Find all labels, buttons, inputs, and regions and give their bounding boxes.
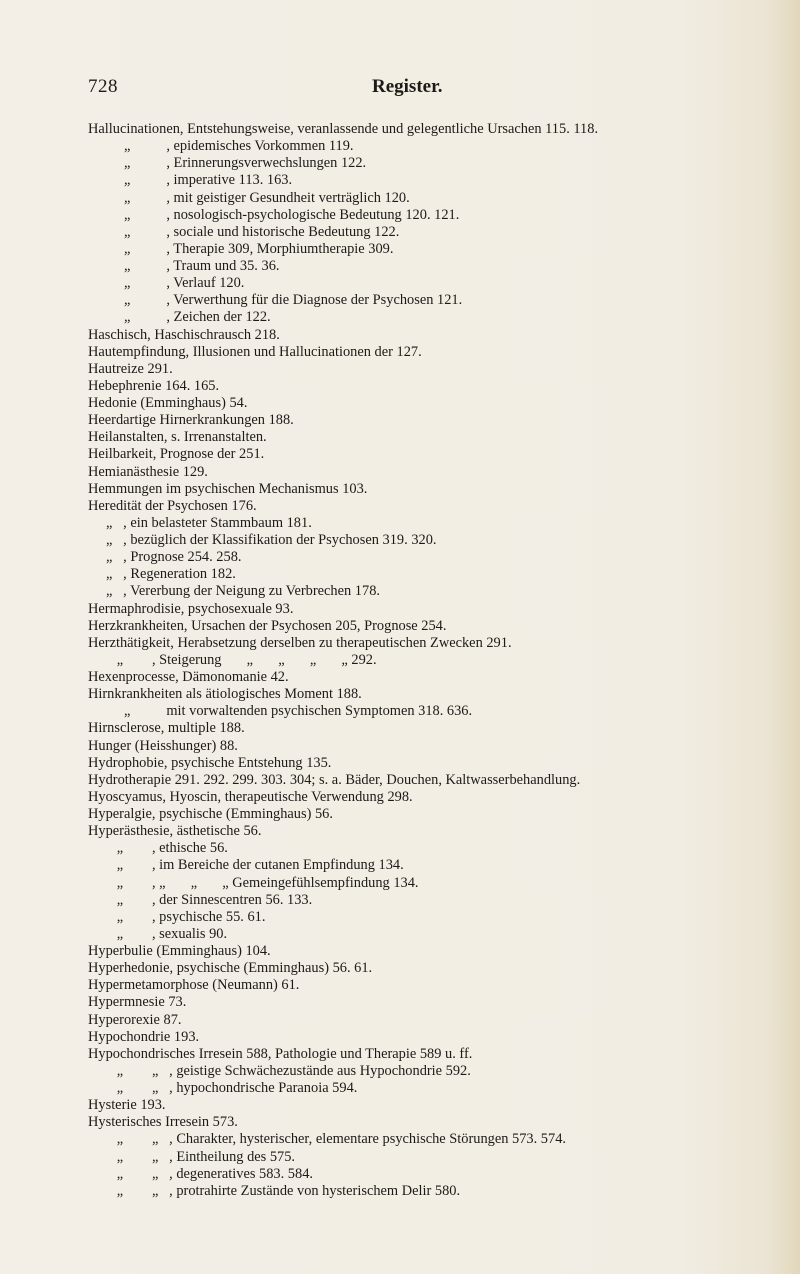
index-entry: „ , Traum und 35. 36. [88, 258, 280, 274]
index-entry: „ , der Sinnescentren 56. 133. [88, 891, 313, 908]
index-entry: Hyperbulie (Emminghaus) 104. [88, 943, 271, 959]
index-entry: Hautempfindung, Illusionen und Hallucinationen der 127. [88, 343, 422, 360]
index-entry: Herzkrankheiten, Ursachen der Psychosen 205, Prognose 254. [88, 617, 447, 634]
index-entry: „ , ethische 56. [88, 840, 228, 857]
index-entry: „ , im Bereiche der cutanen Empfindung 134. [88, 857, 404, 874]
index-entry: Hexenprocesse, Dämonomanie 42. [88, 669, 289, 685]
index-entry: Hemmungen im psychischen Mechanismus 103. [88, 480, 368, 497]
index-entry: Hautreize 291. [88, 360, 173, 377]
index-entry: „ , Regeneration 182. [88, 566, 236, 583]
register-entries [88, 121, 778, 1200]
index-entry: „ „ , Charakter, hysterischer, elementare psychische Störungen 573. 574. [88, 1131, 566, 1148]
page-header [0, 76, 800, 100]
index-entry: Hyperästhesie, ästhetische 56. [88, 823, 262, 840]
index-entry: Heerdartige Hirnerkrankungen 188. [88, 412, 294, 429]
index-entry: Hydrotherapie 291. 292. 299. 303. 304; s. a. Bäder, Douchen, Kaltwasserbehandlung. [88, 771, 581, 788]
index-entry: „ , sexualis 90. [88, 925, 228, 942]
index-entry: Hysterie 193. [88, 1097, 166, 1114]
index-entry: „ , Therapie 309, Morphiumtherapie 309. [88, 240, 394, 257]
index-entry: Hypermnesie 73. [88, 994, 187, 1011]
index-entry: Hedonie (Emminghaus) 54. [88, 395, 248, 411]
index-entry: Hydrophobie, psychische Entstehung 135. [88, 754, 332, 771]
running-title: Register. [372, 76, 443, 97]
index-entry: Hyperorexie 87. [88, 1011, 182, 1028]
index-entry: „ , „ „ „ Gemeingefühlsempfindung 134. [88, 874, 419, 891]
index-entry: Heredität der Psychosen 176. [88, 497, 257, 514]
index-entry: Hyperhedonie, psychische (Emminghaus) 56. 61. [88, 960, 373, 977]
index-entry: „ , psychische 55. 61. [88, 908, 266, 925]
index-entry: „ , Verwerthung für die Diagnose der Psychosen 121. [88, 292, 463, 309]
index-entry: „ , Erinnerungsverwechslungen 122. [88, 155, 367, 172]
index-entry: „ , bezüglich der Klassifikation der Psychosen 319. 320. [88, 532, 437, 548]
index-entry: Hypermetamorphose (Neumann) 61. [88, 977, 300, 994]
index-entry: Hirnkrankheiten als ätiologisches Moment 188. [88, 686, 362, 703]
index-entry: Hemianästhesie 129. [88, 463, 208, 480]
page-number: 728 [88, 76, 118, 97]
index-entry: „ , nosologisch-psychologische Bedeutung 120. 121. [88, 206, 460, 223]
index-entry: „ , ein belasteter Stammbaum 181. [88, 514, 312, 531]
index-entry: „ , Vererbung der Neigung zu Verbrechen 178. [88, 583, 380, 600]
index-entry: „ „ , Eintheilung des 575. [88, 1148, 296, 1165]
index-entry: „ , epidemisches Vorkommen 119. [88, 138, 354, 155]
index-entry: „ „ , protrahirte Zustände von hysterischem Delir 580. [88, 1182, 461, 1199]
index-entry: „ , sociale und historische Bedeutung 122. [88, 223, 400, 240]
index-entry: Hypochondrisches Irresein 588, Pathologie und Therapie 589 u. ff. [88, 1045, 473, 1062]
index-entry: „ „ , degeneratives 583. 584. [88, 1165, 313, 1182]
index-entry: Heilbarkeit, Prognose der 251. [88, 446, 265, 463]
index-entry: „ , Zeichen der 122. [88, 309, 271, 326]
index-entry: Heilanstalten, s. Irrenanstalten. [88, 429, 267, 446]
index-entry: Hysterisches Irresein 573. [88, 1114, 238, 1131]
index-entry: Hypochondrie 193. [88, 1028, 200, 1045]
index-entry: „ , Prognose 254. 258. [88, 549, 242, 566]
index-entry: Hyoscyamus, Hyoscin, therapeutische Verwendung 298. [88, 788, 413, 805]
index-entry: „ , imperative 113. 163. [88, 172, 293, 189]
index-entry: Hebephrenie 164. 165. [88, 377, 220, 394]
index-entry: „ „ , hypochondrische Paranoia 594. [88, 1080, 358, 1096]
index-entry: „ , mit geistiger Gesundheit verträglich 120. [88, 189, 410, 206]
index-entry: „ , Steigerung „ „ „ „ 292. [88, 651, 377, 668]
index-entry: Hirnsclerose, multiple 188. [88, 720, 245, 737]
index-entry: „ mit vorwaltenden psychischen Symptomen 318. 636. [88, 703, 473, 720]
index-entry: Hallucinationen, Entstehungsweise, veranlassende und gelegentliche Ursachen 115. 118. [88, 121, 599, 137]
index-entry: Haschisch, Haschischrausch 218. [88, 326, 280, 343]
index-entry: Hunger (Heisshunger) 88. [88, 737, 238, 754]
index-entry: Hermaphrodisie, psychosexuale 93. [88, 600, 294, 617]
index-entry: Hyperalgie, psychische (Emminghaus) 56. [88, 806, 333, 822]
index-entry: „ , Verlauf 120. [88, 275, 245, 292]
index-entry: Herzthätigkeit, Herabsetzung derselben zu therapeutischen Zwecken 291. [88, 634, 512, 651]
index-entry: „ „ , geistige Schwächezustände aus Hypochondrie 592. [88, 1062, 471, 1079]
